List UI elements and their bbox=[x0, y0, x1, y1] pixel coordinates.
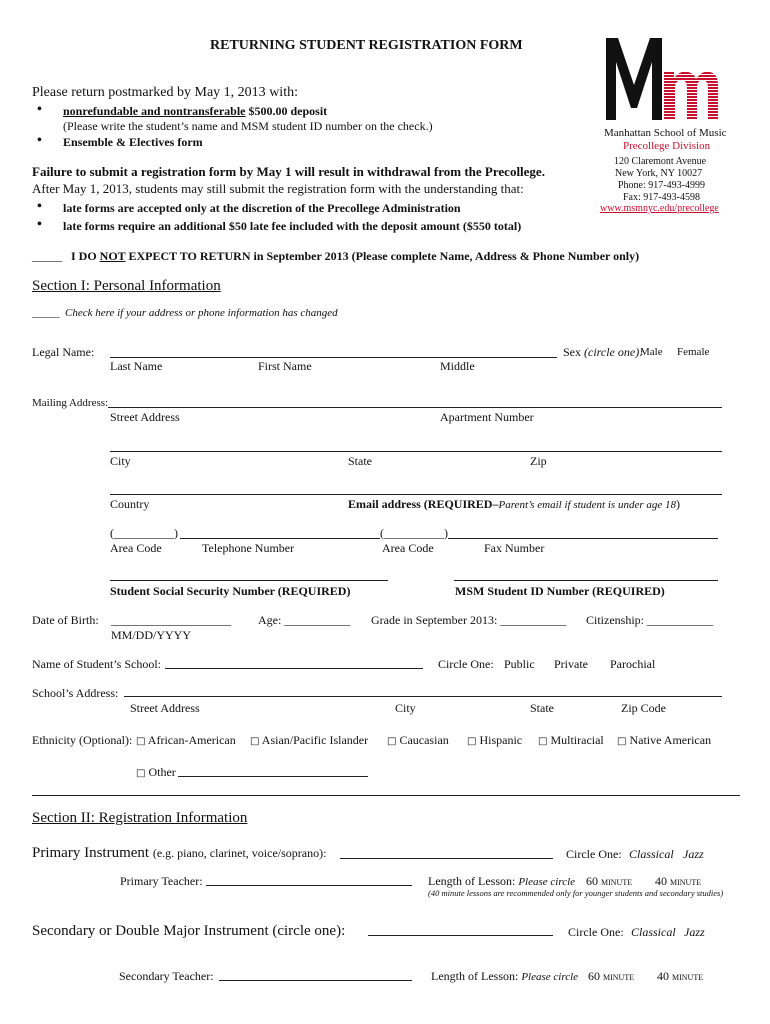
ethnicity-other-field[interactable] bbox=[178, 776, 368, 777]
ethnicity-multiracial[interactable]: □ Multiracial bbox=[538, 733, 604, 747]
deposit-item: • nonrefundable and nontransferable $500.00 deposit bbox=[63, 104, 327, 119]
city-state-zip-field[interactable] bbox=[110, 451, 722, 452]
street-field[interactable] bbox=[108, 407, 722, 408]
telephone-label: Telephone Number bbox=[202, 541, 295, 555]
primary-length-label: Length of Lesson: Please circle bbox=[428, 874, 576, 888]
city-label: City bbox=[110, 454, 131, 468]
deposit-note: (Please write the student’s name and MSM student ID number on the check.) bbox=[63, 119, 433, 133]
grade-label: Grade in September 2013: ___________ bbox=[371, 613, 567, 627]
school-state-label: State bbox=[530, 701, 554, 715]
school-parochial[interactable]: Parochial bbox=[610, 657, 656, 671]
section2-heading: Section II: Registration Information bbox=[32, 810, 248, 826]
fax-field[interactable] bbox=[448, 538, 718, 539]
msm-id-label: MSM Student ID Number (REQUIRED) bbox=[455, 584, 665, 598]
checkbox-icon: □ bbox=[467, 736, 477, 747]
school-circle-label: Circle One: bbox=[438, 657, 494, 671]
fax-area-field[interactable]: (__________) bbox=[380, 526, 448, 540]
ssn-label: Student Social Security Number (REQUIRED) bbox=[110, 584, 351, 598]
dob-label: Date of Birth: bbox=[32, 613, 99, 627]
secondary-40-minute[interactable]: 40 minute bbox=[657, 969, 704, 983]
mm-logo-icon bbox=[604, 30, 724, 125]
citizenship-label: Citizenship: ___________ bbox=[586, 613, 713, 627]
after-notice: After May 1, 2013, students may still submit the registration form with the understanding that: bbox=[32, 181, 524, 196]
checkbox-icon: □ bbox=[136, 768, 146, 779]
section-divider bbox=[32, 795, 740, 796]
address-city: New York, NY 10027 bbox=[615, 168, 703, 179]
school-public[interactable]: Public bbox=[504, 657, 535, 671]
secondary-jazz[interactable]: Jazz bbox=[684, 925, 705, 939]
school-name-label: Name of Student’s School: bbox=[32, 657, 161, 671]
secondary-classical[interactable]: Classical bbox=[631, 925, 676, 939]
ethnicity-label: Ethnicity (Optional): bbox=[32, 733, 133, 747]
primary-instrument-field[interactable] bbox=[340, 858, 553, 859]
dob-format: MM/DD/YYYY bbox=[111, 628, 192, 642]
section1-heading: Section I: Personal Information bbox=[32, 278, 221, 294]
secondary-instrument-label: Secondary or Double Major Instrument (circle one): bbox=[32, 923, 346, 939]
division-name: Precollege Division bbox=[623, 140, 711, 152]
failure-notice: Failure to submit a registration form by May 1 will result in withdrawal from the Precollege. bbox=[32, 164, 545, 179]
school-private[interactable]: Private bbox=[554, 657, 588, 671]
legal-name-label: Legal Name: bbox=[32, 345, 95, 359]
form-title: RETURNING STUDENT REGISTRATION FORM bbox=[210, 38, 523, 53]
return-instructions: Please return postmarked by May 1, 2013 with: bbox=[32, 85, 298, 100]
late-item-1: • late forms are accepted only at the discretion of the Precollege Administration bbox=[63, 201, 461, 216]
secondary-teacher-field[interactable] bbox=[219, 980, 412, 981]
ethnicity-hispanic[interactable]: □ Hispanic bbox=[467, 733, 523, 747]
street-label: Street Address bbox=[110, 410, 180, 424]
secondary-instrument-field[interactable] bbox=[368, 935, 553, 936]
school-address-label: School’s Address: bbox=[32, 686, 119, 700]
primary-teacher-label: Primary Teacher: bbox=[120, 874, 203, 888]
sex-field: Sex (circle one): bbox=[563, 345, 644, 359]
age-label: Age: ___________ bbox=[258, 613, 351, 627]
secondary-60-minute[interactable]: 60 minute bbox=[588, 969, 635, 983]
address-phone: Phone: 917-493-4999 bbox=[618, 180, 705, 191]
first-name-label: First Name bbox=[258, 359, 312, 373]
secondary-circle-label: Circle One: bbox=[568, 925, 624, 939]
legal-name-field[interactable] bbox=[110, 357, 557, 358]
ssn-field[interactable] bbox=[110, 580, 388, 581]
primary-60-minute[interactable]: 60 minute bbox=[586, 874, 633, 888]
last-name-label: Last Name bbox=[110, 359, 163, 373]
primary-classical[interactable]: Classical bbox=[629, 847, 674, 861]
sex-male[interactable]: Male bbox=[640, 346, 663, 358]
ethnicity-asian[interactable]: □ Asian/Pacific Islander bbox=[250, 733, 369, 747]
phone-area-field[interactable]: (__________) bbox=[110, 526, 178, 540]
school-street-label: Street Address bbox=[130, 701, 200, 715]
primary-instrument-label: Primary Instrument (e.g. piano, clarinet, voice/soprano): bbox=[32, 845, 327, 861]
primary-circle-label: Circle One: bbox=[566, 847, 622, 861]
zip-label: Zip bbox=[530, 454, 547, 468]
secondary-teacher-label: Secondary Teacher: bbox=[119, 969, 214, 983]
precollege-link[interactable]: www.msmnyc.edu/precollege bbox=[600, 203, 719, 214]
school-zip-label: Zip Code bbox=[621, 701, 666, 715]
secondary-length-label: Length of Lesson: Please circle bbox=[431, 969, 579, 983]
lesson-note: (40 minute lessons are recommended only for younger students and secondary studies) bbox=[428, 888, 724, 898]
phone-field[interactable] bbox=[180, 538, 380, 539]
late-item-2: • late forms require an additional $50 late fee included with the deposit amount ($550 total) bbox=[63, 219, 521, 234]
msm-logo bbox=[604, 30, 724, 125]
mailing-address-label: Mailing Address: bbox=[32, 397, 109, 409]
ethnicity-native-american[interactable]: □ Native American bbox=[617, 733, 712, 747]
state-label: State bbox=[348, 454, 372, 468]
msm-id-field[interactable] bbox=[454, 580, 718, 581]
country-email-field[interactable] bbox=[110, 494, 722, 495]
school-address-field[interactable] bbox=[124, 696, 722, 697]
apt-label: Apartment Number bbox=[440, 410, 534, 424]
ethnicity-caucasian[interactable]: □ Caucasian bbox=[387, 733, 449, 747]
checkbox-icon: □ bbox=[387, 736, 397, 747]
checkbox-icon: □ bbox=[250, 736, 260, 747]
school-name: Manhattan School of Music bbox=[604, 127, 727, 139]
primary-teacher-field[interactable] bbox=[206, 885, 412, 886]
dob-field[interactable]: ____________________ bbox=[111, 613, 231, 627]
primary-40-minute[interactable]: 40 minute bbox=[655, 874, 702, 888]
ethnicity-african-american[interactable]: □ African-American bbox=[136, 733, 236, 747]
school-name-field[interactable] bbox=[165, 668, 423, 669]
address-fax: Fax: 917-493-4598 bbox=[623, 192, 700, 203]
sex-female[interactable]: Female bbox=[677, 346, 710, 358]
area-code-label-2: Area Code bbox=[382, 541, 434, 555]
primary-jazz[interactable]: Jazz bbox=[683, 847, 704, 861]
checkbox-icon: □ bbox=[617, 736, 627, 747]
ensemble-item: • Ensemble & Electives form bbox=[63, 135, 203, 150]
middle-label: Middle bbox=[440, 359, 475, 373]
checkbox-icon: □ bbox=[538, 736, 548, 747]
fax-number-label: Fax Number bbox=[484, 541, 545, 555]
address-street: 120 Claremont Avenue bbox=[614, 156, 707, 167]
ethnicity-other[interactable]: □ Other bbox=[136, 765, 176, 779]
checkbox-icon: □ bbox=[136, 736, 146, 747]
address-changed-check[interactable]: _____ Check here if your address or phone information has changed bbox=[32, 307, 338, 319]
email-label: Email address (REQUIRED–Parent’s email if student is under age 18) bbox=[348, 497, 680, 511]
area-code-label: Area Code bbox=[110, 541, 162, 555]
country-label: Country bbox=[110, 497, 150, 511]
school-city-label: City bbox=[395, 701, 416, 715]
not-return-line[interactable]: _____ I DO NOT EXPECT TO RETURN in September 2013 (Please complete Name, Address & Phone Number only) bbox=[32, 249, 640, 263]
